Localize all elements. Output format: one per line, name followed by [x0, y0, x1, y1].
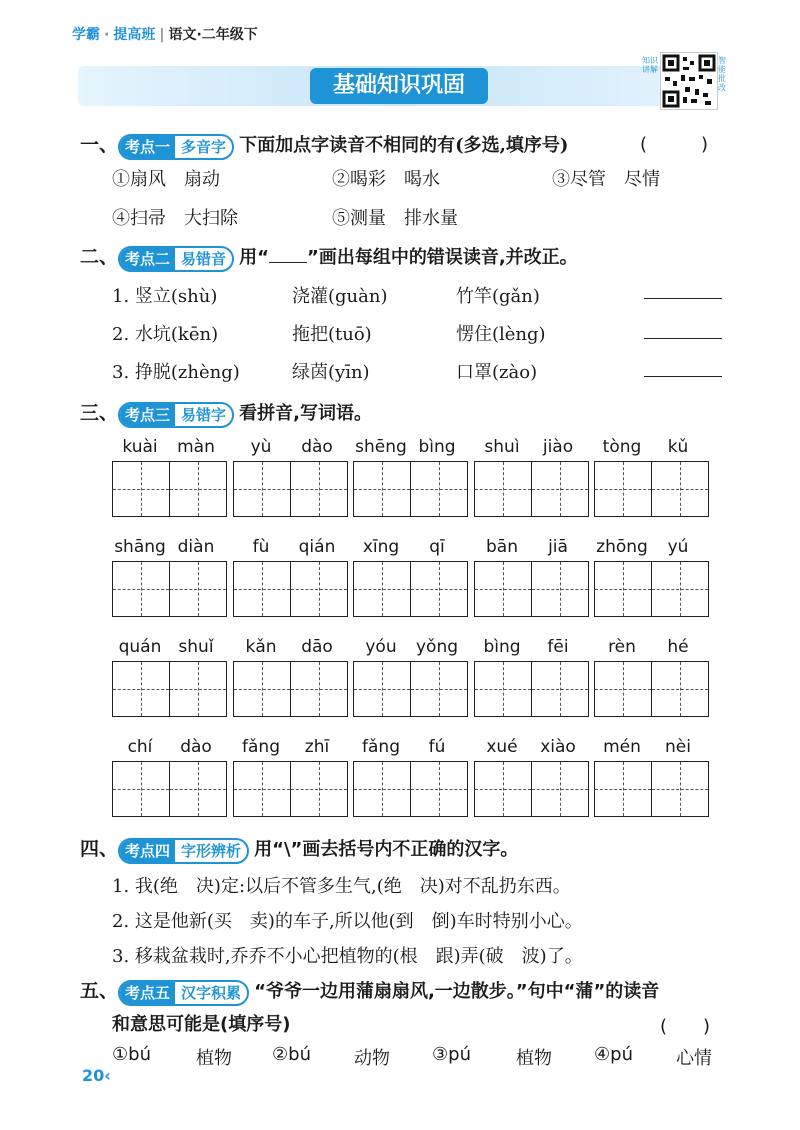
writing-cell[interactable]	[475, 562, 532, 616]
writing-cell[interactable]	[411, 662, 467, 716]
pinyin-label: yǒng	[415, 637, 459, 657]
option-text: ⑤测量 排水量	[332, 208, 458, 229]
brand-name: 学霸	[72, 27, 100, 43]
question-number: 二、	[80, 246, 119, 268]
pron-item: 竹竿(gǎn)	[456, 286, 540, 307]
correction-line[interactable]	[644, 376, 722, 377]
choice-2-pinyin: ②bú	[272, 1044, 311, 1065]
writing-grid[interactable]	[594, 461, 709, 517]
option-text: ②喝彩 喝水	[332, 169, 440, 190]
pron-item: 愣住(lèng)	[456, 324, 546, 345]
pinyin-label: chí	[127, 737, 153, 757]
topic-tag-name: 多音字	[181, 137, 227, 156]
choice-4-meaning: 心情	[676, 1048, 712, 1069]
writing-cell[interactable]	[475, 462, 532, 516]
question-1-header	[80, 130, 568, 160]
writing-cell[interactable]	[170, 762, 226, 816]
pinyin-label: kǎn	[245, 637, 277, 657]
topic-tag-name: 字形辨析	[181, 841, 242, 860]
pinyin-label: bìng	[418, 437, 456, 457]
pinyin-label: fǎng	[362, 737, 400, 757]
writing-cell[interactable]	[234, 762, 291, 816]
pinyin-label: quán	[118, 637, 162, 657]
writing-cell[interactable]	[595, 462, 652, 516]
pinyin-label: mén	[603, 737, 641, 757]
pinyin-label: xīng	[362, 537, 400, 557]
pinyin-label: hé	[667, 637, 689, 657]
option-text: ③尽管 尽情	[552, 169, 660, 190]
qr-side-label-right: 智能批改	[718, 56, 726, 92]
writing-cell[interactable]	[411, 462, 467, 516]
writing-grid[interactable]	[594, 761, 709, 817]
pinyin-label: tòng	[602, 437, 642, 457]
writing-cell[interactable]	[652, 762, 708, 816]
pron-item: 口罩(zào)	[456, 362, 538, 383]
series-name: 提高班	[113, 27, 156, 43]
pinyin-label: qī	[429, 537, 445, 557]
writing-grid[interactable]	[112, 461, 227, 517]
writing-grid[interactable]	[353, 761, 468, 817]
topic-tag-label: 考点二	[120, 248, 175, 270]
writing-cell[interactable]	[532, 562, 588, 616]
topic-tag-label: 考点一	[120, 136, 175, 158]
correction-line[interactable]	[644, 338, 722, 339]
writing-cell[interactable]	[411, 562, 467, 616]
pinyin-label: xiào	[540, 737, 576, 757]
answer-parentheses[interactable]: ( )	[640, 134, 709, 155]
writing-cell[interactable]	[652, 562, 708, 616]
pron-item: 1. 竖立(shù)	[112, 286, 218, 307]
option-5	[332, 204, 458, 230]
pinyin-label: nèi	[665, 737, 691, 757]
topic-tag	[118, 838, 249, 864]
writing-grid[interactable]	[594, 561, 709, 617]
option-1	[112, 165, 220, 191]
subject-grade: 语文·二年级下	[168, 27, 258, 43]
writing-grid[interactable]	[474, 761, 589, 817]
choice-1-meaning: 植物	[196, 1048, 232, 1069]
pinyin-label: xué	[486, 737, 518, 757]
writing-cell[interactable]	[170, 562, 226, 616]
pinyin-label: rèn	[608, 637, 636, 657]
pinyin-label: jiào	[542, 437, 574, 457]
pinyin-label: zhī	[304, 737, 330, 757]
writing-grid[interactable]	[233, 561, 348, 617]
pinyin-label: qián	[298, 537, 336, 557]
underline-sample	[269, 248, 307, 263]
question-instruction: 用“\”画去括号内不正确的汉字。	[254, 839, 519, 860]
topic-tag-name: 易错音	[181, 249, 227, 268]
writing-cell[interactable]	[354, 762, 411, 816]
pinyin-label: dào	[180, 737, 212, 757]
question-number: 一、	[80, 134, 119, 156]
topic-tag-label: 考点五	[120, 982, 175, 1004]
writing-cell[interactable]	[291, 562, 347, 616]
pinyin-label: fǎng	[242, 737, 280, 757]
writing-cell[interactable]	[595, 562, 652, 616]
pron-item: 浇灌(guàn)	[292, 286, 388, 307]
topic-tag-name: 易错字	[181, 405, 227, 424]
writing-cell[interactable]	[652, 462, 708, 516]
sentence-1: 1. 我(绝 决)定:以后不管多生气,(绝 决)对不乱扔东西。	[112, 876, 571, 897]
correction-line[interactable]	[644, 298, 722, 299]
writing-cell[interactable]	[354, 462, 411, 516]
pinyin-label: fēi	[547, 637, 569, 657]
question-4-header	[80, 834, 518, 864]
sentence-3: 3. 移栽盆栽时,乔乔不小心把植物的(根 跟)弄(破 波)了。	[112, 946, 583, 967]
question-instruction: 用“ ”画出每组中的错误读音,并改正。	[239, 247, 578, 268]
writing-cell[interactable]	[532, 662, 588, 716]
pinyin-label: dào	[301, 437, 333, 457]
option-text: ④扫帚 大扫除	[112, 208, 238, 229]
pinyin-label: fù	[252, 537, 270, 557]
pinyin-label: zhōng	[596, 537, 648, 557]
pron-item: 绿茵(yīn)	[292, 362, 370, 383]
writing-grid[interactable]	[474, 661, 589, 717]
pinyin-label: yú	[667, 537, 689, 557]
pinyin-label: yóu	[365, 637, 397, 657]
pinyin-label: diàn	[177, 537, 215, 557]
choice-3-pinyin: ③pú	[432, 1044, 471, 1065]
sentence-2: 2. 这是他新(买 卖)的车子,所以他(到 倒)车时特别小心。	[112, 911, 583, 932]
writing-cell[interactable]	[595, 662, 652, 716]
choice-1-pinyin: ①bú	[112, 1044, 151, 1065]
writing-grid[interactable]	[233, 661, 348, 717]
writing-grid[interactable]	[112, 661, 227, 717]
pinyin-label: dāo	[301, 637, 333, 657]
pinyin-label: màn	[177, 437, 215, 457]
choice-4-pinyin: ④pú	[594, 1044, 633, 1065]
question-number: 四、	[80, 838, 119, 860]
writing-cell[interactable]	[354, 662, 411, 716]
writing-cell[interactable]	[170, 662, 226, 716]
topic-tag-label: 考点四	[120, 840, 175, 862]
writing-cell[interactable]	[475, 662, 532, 716]
writing-grid[interactable]	[353, 661, 468, 717]
pinyin-label: kuài	[122, 437, 158, 457]
writing-grid[interactable]	[474, 561, 589, 617]
topic-tag-label: 考点三	[120, 404, 175, 426]
pinyin-label: jiā	[548, 537, 568, 557]
pinyin-label: kǔ	[667, 437, 689, 457]
header-dot: ·	[104, 27, 110, 43]
writing-cell[interactable]	[113, 662, 170, 716]
pinyin-label: shēng	[355, 437, 407, 457]
option-text: ①扇风 扇动	[112, 169, 220, 190]
pron-item: 2. 水坑(kēn)	[112, 324, 219, 345]
question-number: 五、	[80, 980, 119, 1002]
qr-side-label-left: 知识讲解	[642, 56, 658, 74]
writing-grid[interactable]	[353, 461, 468, 517]
writing-cell[interactable]	[291, 462, 347, 516]
writing-cell[interactable]	[113, 462, 170, 516]
writing-cell[interactable]	[411, 762, 467, 816]
writing-grid[interactable]	[474, 461, 589, 517]
choice-2-meaning: 动物	[354, 1048, 390, 1069]
writing-cell[interactable]	[532, 462, 588, 516]
writing-grid[interactable]	[112, 761, 227, 817]
topic-tag	[118, 134, 234, 160]
question-instruction-cont: 和意思可能是(填序号)	[112, 1014, 291, 1035]
question-instruction: “爷爷一边用蒲扇扇风,一边散步。”句中“蒲”的读音	[254, 981, 660, 1002]
pinyin-label: fú	[428, 737, 446, 757]
writing-cell[interactable]	[475, 762, 532, 816]
writing-grid[interactable]	[353, 561, 468, 617]
topic-tag-name: 汉字积累	[181, 983, 242, 1002]
topic-tag	[118, 980, 249, 1006]
question-number: 三、	[80, 402, 119, 424]
writing-cell[interactable]	[595, 762, 652, 816]
option-3	[552, 165, 660, 191]
writing-cell[interactable]	[532, 762, 588, 816]
option-2	[332, 165, 440, 191]
topic-tag	[118, 246, 234, 272]
writing-cell[interactable]	[234, 662, 291, 716]
pinyin-label: shuì	[484, 437, 520, 457]
writing-grid[interactable]	[233, 761, 348, 817]
answer-parentheses[interactable]: ( )	[660, 1016, 711, 1037]
pinyin-label: bān	[486, 537, 518, 557]
writing-cell[interactable]	[170, 462, 226, 516]
option-4	[112, 204, 238, 230]
pinyin-label: yù	[250, 437, 272, 457]
writing-cell[interactable]	[652, 662, 708, 716]
section-title: 基础知识巩固	[310, 68, 488, 104]
writing-grid[interactable]	[112, 561, 227, 617]
choice-3-meaning: 植物	[516, 1048, 552, 1069]
writing-grid[interactable]	[233, 461, 348, 517]
question-instruction: 下面加点字读音不相同的有(多选,填序号)	[239, 135, 569, 156]
writing-cell[interactable]	[234, 462, 291, 516]
qr-code	[660, 52, 718, 110]
pron-item: 3. 挣脱(zhèng)	[112, 362, 240, 383]
pron-item: 拖把(tuō)	[292, 324, 372, 345]
writing-cell[interactable]	[234, 562, 291, 616]
writing-grid[interactable]	[594, 661, 709, 717]
topic-tag	[118, 402, 234, 428]
question-2-header	[80, 242, 578, 272]
question-instruction: 看拼音,写词语。	[239, 403, 372, 424]
question-5-header	[80, 976, 659, 1006]
book-header: 学霸 · 提高班 | 语文·二年级下	[72, 27, 258, 43]
writing-cell[interactable]	[291, 762, 347, 816]
question-3-header	[80, 398, 372, 428]
page-number: 20‹	[82, 1066, 111, 1085]
pinyin-label: shāng	[114, 537, 166, 557]
pinyin-label: bìng	[483, 637, 521, 657]
writing-cell[interactable]	[291, 662, 347, 716]
pinyin-label: shuǐ	[178, 637, 214, 657]
writing-cell[interactable]	[113, 562, 170, 616]
writing-cell[interactable]	[113, 762, 170, 816]
writing-cell[interactable]	[354, 562, 411, 616]
